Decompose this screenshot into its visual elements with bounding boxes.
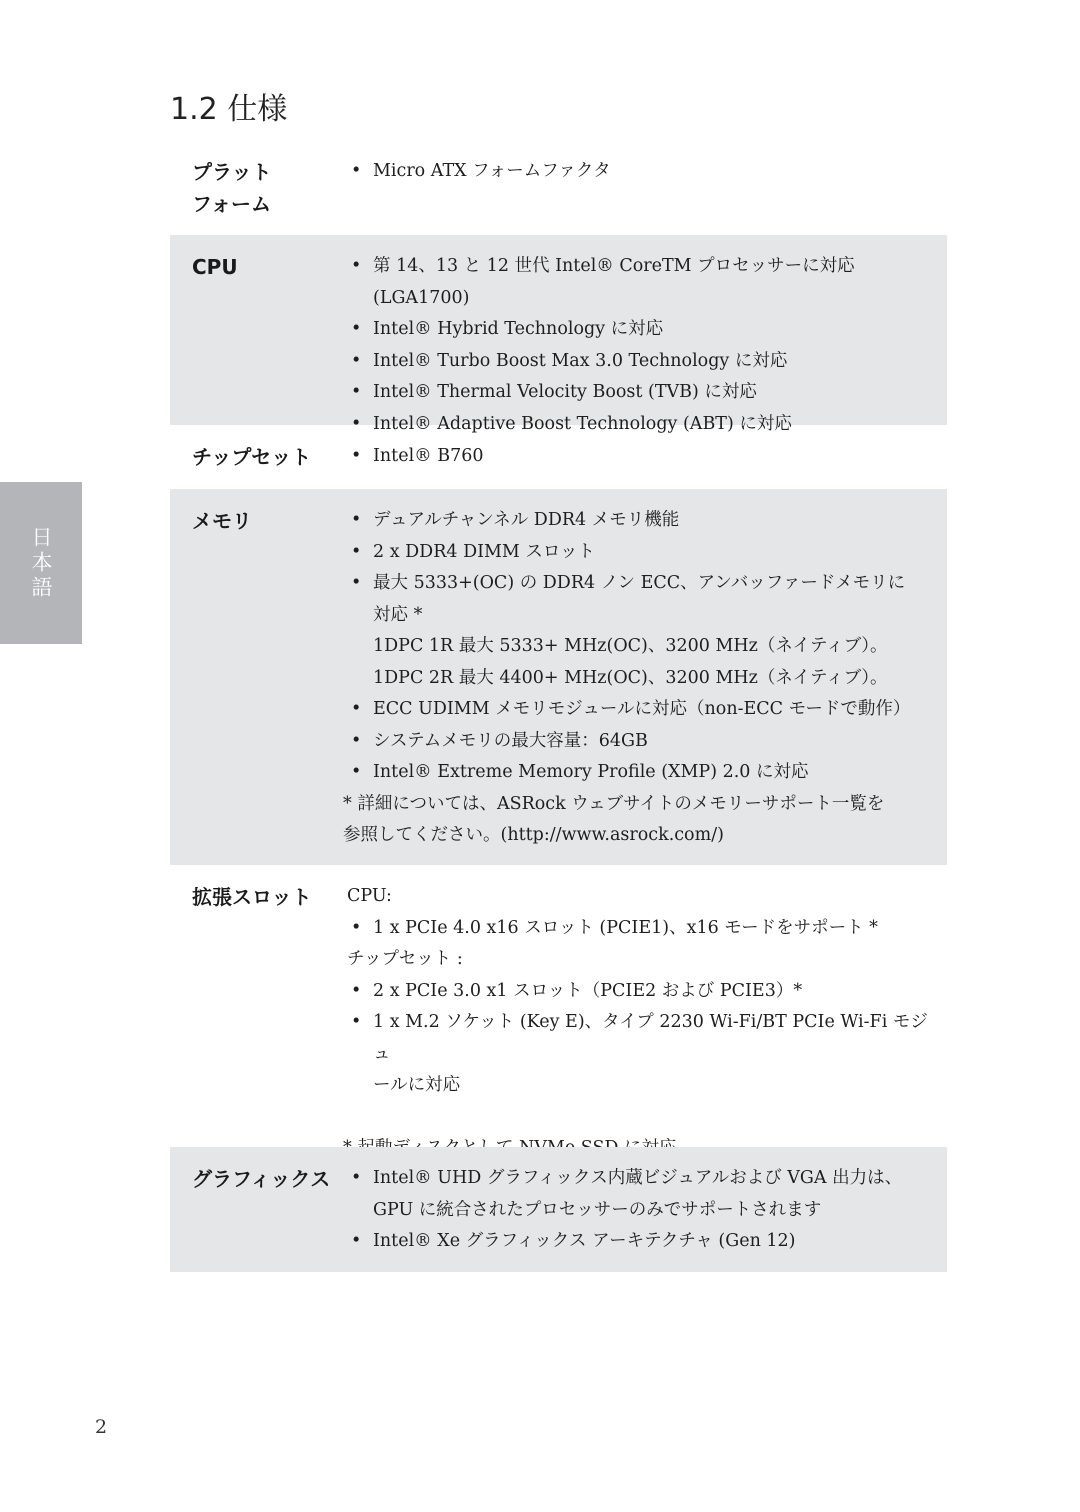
spec-label-cpu: CPU (192, 255, 238, 279)
spec-line: 対応 * (373, 604, 423, 625)
spec-subheading: チップセット : (347, 949, 463, 969)
spec-line: • 第 14、13 と 12 世代 Intel® CoreTM プロセッサーに対応 (LGA1700) (343, 251, 941, 314)
spec-footnote: * 詳細については、ASRock ウェブサイトのメモリーサポート一覧を (343, 793, 885, 814)
spec-label-expansion: 拡張スロット (192, 885, 312, 909)
section-title: 1.2 仕様 (170, 92, 288, 127)
spec-row-expansion (170, 865, 947, 1147)
spec-label-graphics: グラフィックス (192, 1167, 331, 1191)
spec-line: • Intel® Turbo Boost Max 3.0 Technology に対応 (343, 346, 941, 378)
spec-label-memory: メモリ (192, 509, 252, 533)
spec-content-graphics (343, 1163, 941, 1258)
spec-line: • デュアルチャンネル DDR4 メモリ機能 (343, 505, 941, 537)
spec-row-memory (170, 489, 947, 865)
spacer (343, 1102, 941, 1133)
spec-line: 1DPC 2R 最大 4400+ MHz(OC)、3200 MHz（ネイティブ）。 (373, 667, 888, 688)
spec-row-graphics (170, 1147, 947, 1272)
spec-line: • Intel® Adaptive Boost Technology (ABT) に対応 (343, 409, 941, 441)
spec-row-cpu (170, 235, 947, 434)
spec-line: 1DPC 1R 最大 5333+ MHz(OC)、3200 MHz（ネイティブ）。 (373, 636, 888, 656)
spec-content-chipset (343, 441, 941, 473)
spec-line: • Intel® Extreme Memory Profile (XMP) 2.0 に対応 (343, 757, 941, 789)
spec-label-chipset: チップセット (192, 445, 312, 469)
language-tab-label: 日本語 (29, 525, 53, 601)
spec-line: • ECC UDIMM メモリモジュールに対応（non-ECC モードで動作） (343, 694, 941, 726)
spec-line: • 最大 5333+(OC) の DDR4 ノン ECC、アンバッファードメモリに (343, 568, 941, 600)
spec-row-chipset (170, 425, 947, 489)
spec-line: • Intel® Xe グラフィックス アーキテクチャ (Gen 12) (343, 1226, 941, 1258)
spec-line: • 2 x PCIe 3.0 x1 スロット（PCIE2 および PCIE3）* (343, 976, 941, 1008)
spec-line: • Intel® B760 (343, 441, 941, 473)
spec-content-memory (343, 505, 941, 852)
spec-line: GPU に統合されたプロセッサーのみでサポートされます (373, 1199, 822, 1220)
spec-content-platform (343, 156, 941, 188)
spec-line: ールに対応 (373, 1075, 461, 1095)
spec-content-cpu (343, 251, 941, 440)
spec-line: • Micro ATX フォームファクタ (343, 156, 941, 188)
spec-line: • システムメモリの最大容量：64GB (343, 726, 941, 758)
spec-subheading: CPU: (347, 886, 392, 906)
spec-content-expansion (343, 881, 941, 1164)
page-number: 2 (95, 1416, 108, 1438)
spec-footnote: 参照してください。(http://www.asrock.com/) (343, 825, 724, 845)
spec-line: • Intel® Thermal Velocity Boost (TVB) に対応 (343, 377, 941, 409)
spec-line: • 1 x PCIe 4.0 x16 スロット (PCIE1)、x16 モードをサポート * (343, 913, 941, 945)
spec-line: • 2 x DDR4 DIMM スロット (343, 537, 941, 569)
spec-row-platform (170, 140, 947, 235)
language-side-tab (0, 482, 82, 644)
spec-line: • Intel® UHD グラフィックス内蔵ビジュアルおよび VGA 出力は、 (343, 1163, 941, 1195)
spec-label-platform: プラット フォーム (192, 160, 272, 216)
spec-table (170, 140, 947, 1272)
spec-line: • 1 x M.2 ソケット (Key E)、タイプ 2230 Wi-Fi/BT PCIe Wi-Fi モジュ (343, 1007, 941, 1070)
spec-line: • Intel® Hybrid Technology に対応 (343, 314, 941, 346)
